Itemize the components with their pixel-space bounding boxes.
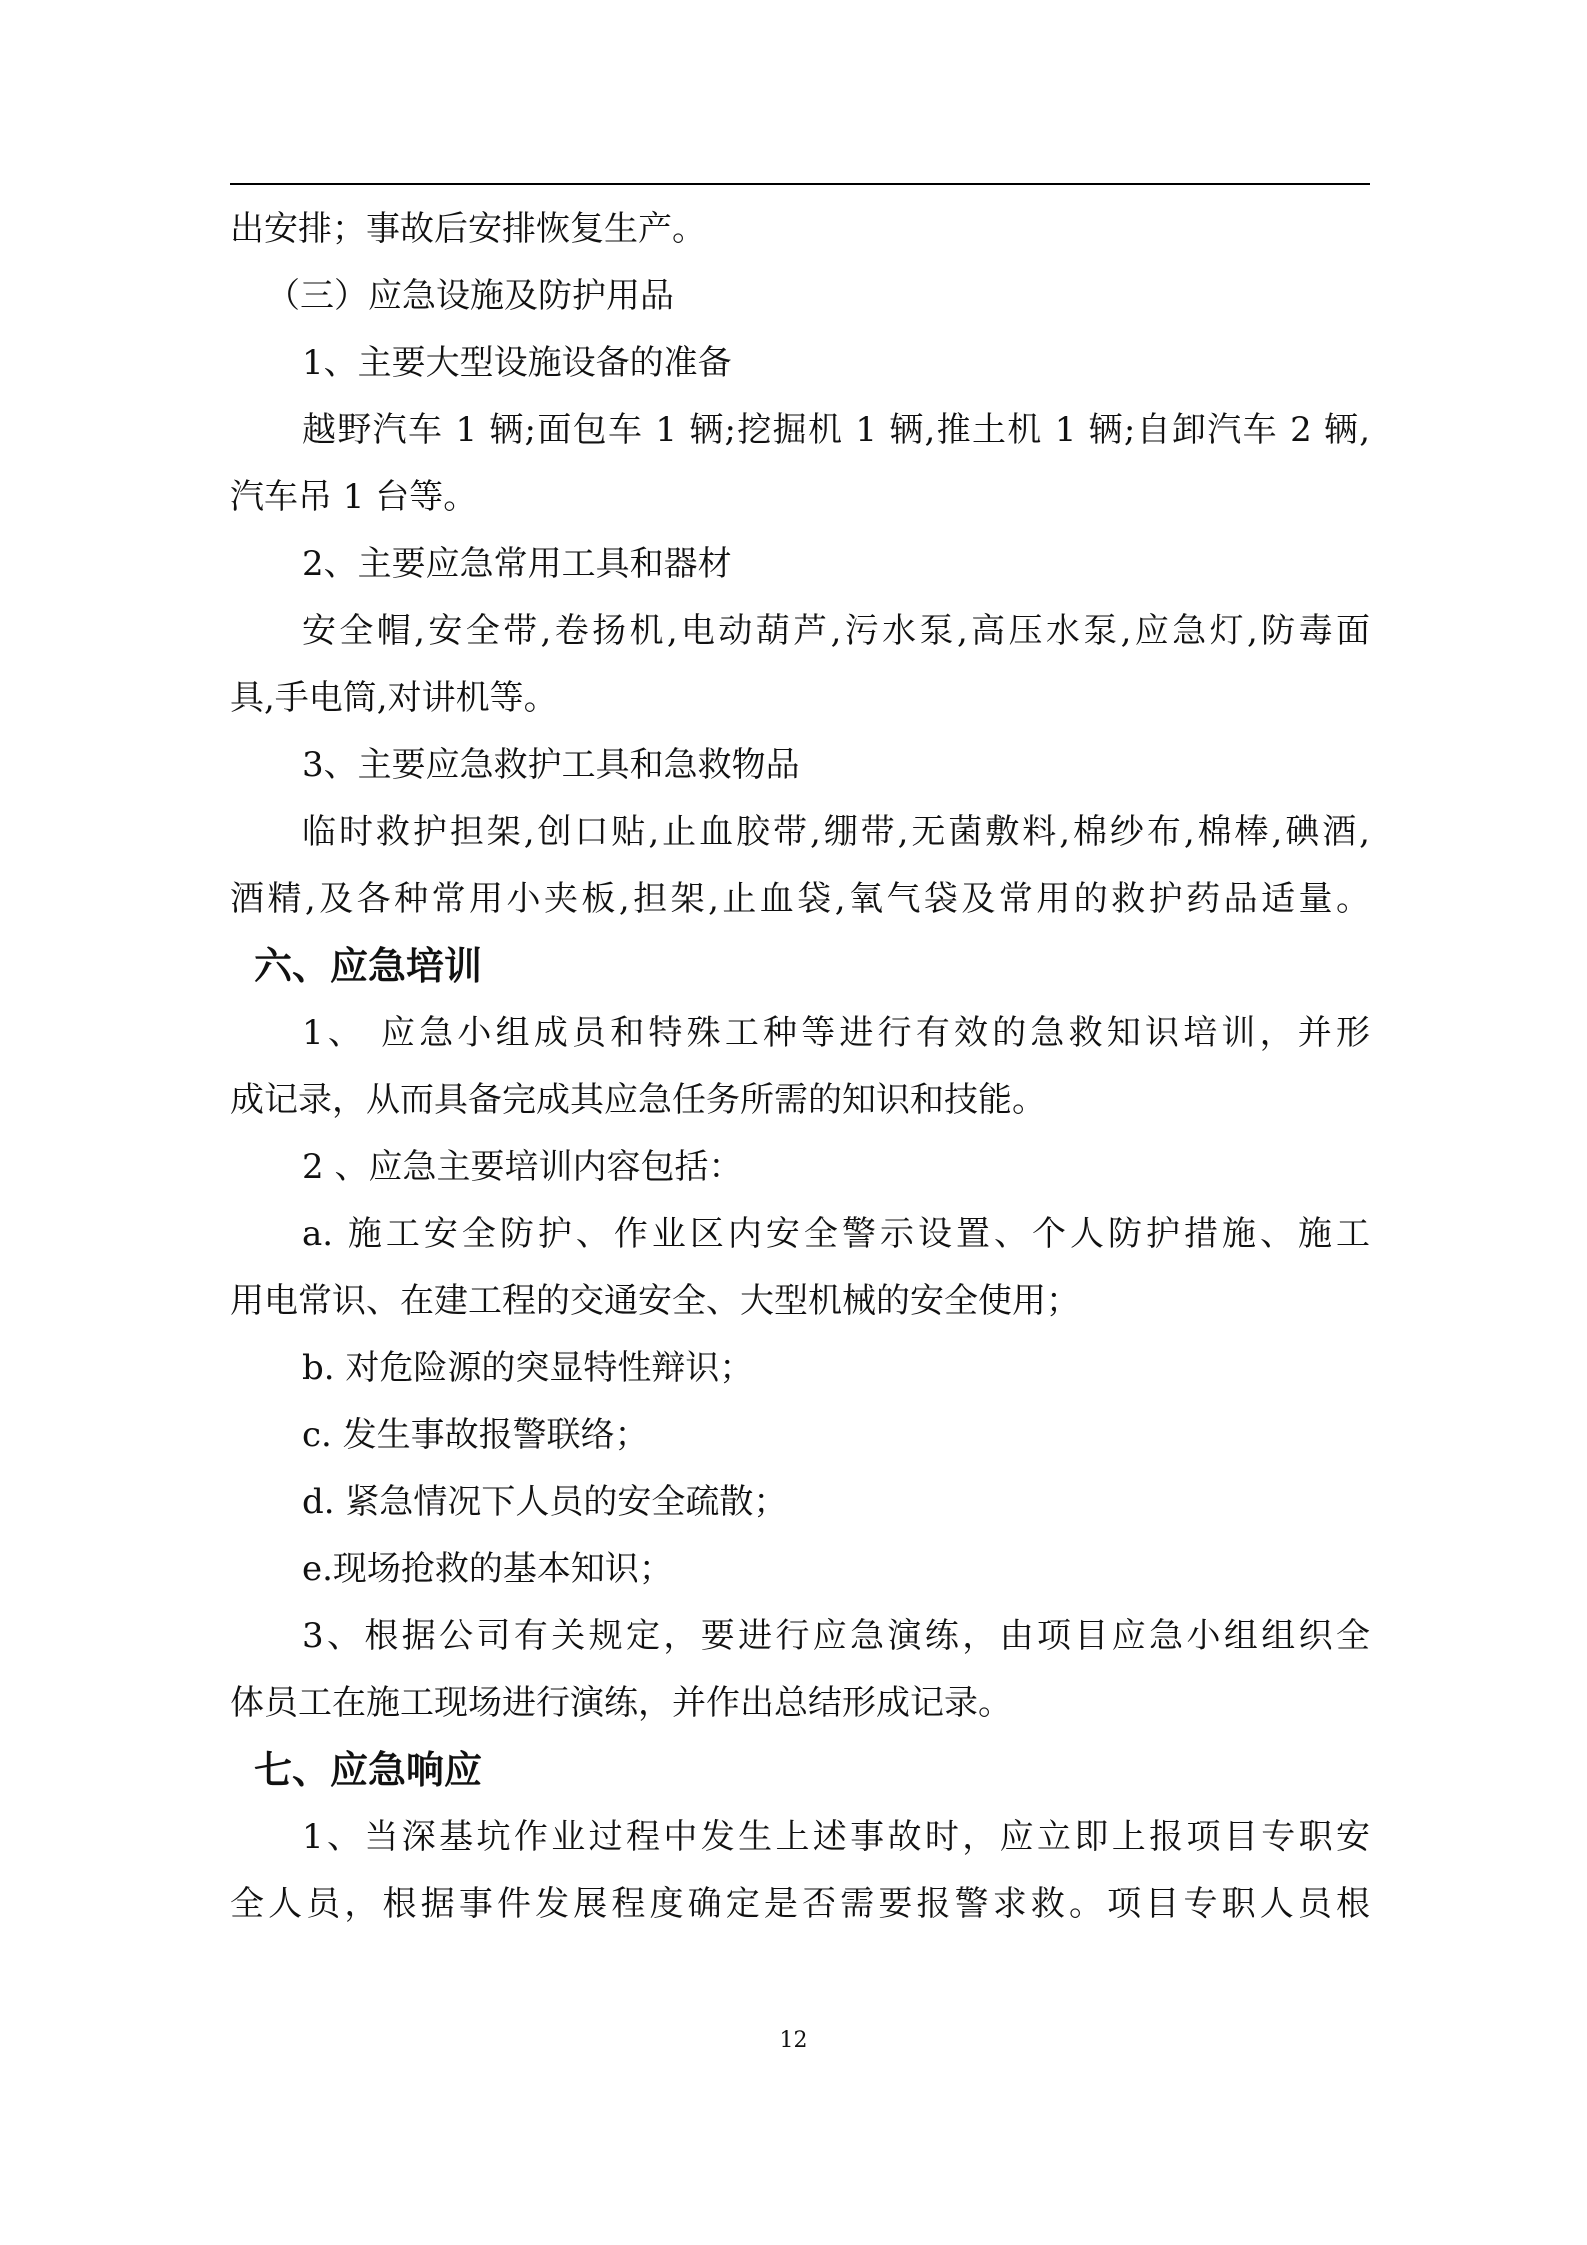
item-title: 3、主要应急救护工具和急救物品 (302, 745, 800, 785)
document-body (230, 196, 1370, 1938)
list-item: b. 对危险源的突显特性辩识； (302, 1348, 754, 1388)
item-title: 2、主要应急常用工具和器材 (302, 544, 732, 584)
paragraph-line: 成记录，从而具备完成其应急任务所需的知识和技能。 (230, 1080, 1046, 1120)
subsection-title: （三）应急设施及防护用品 (266, 276, 674, 316)
paragraph-line: 汽车吊 1 台等。 (230, 477, 478, 517)
paragraph-line: 3、根据公司有关规定，要进行应急演练，由项目应急小组组织全 (302, 1616, 1370, 1656)
paragraph-line: 具,手电筒,对讲机等。 (230, 678, 558, 718)
paragraph-line: 1、 应急小组成员和特殊工种等进行有效的急救知识培训，并形 (302, 1013, 1370, 1053)
paragraph-line: 体员工在施工现场进行演练，并作出总结形成记录。 (230, 1683, 1012, 1723)
header-rule (230, 183, 1370, 185)
item-title: 1、主要大型设施设备的准备 (302, 343, 732, 383)
list-item-continuation: 用电常识、在建工程的交通安全、大型机械的安全使用； (230, 1281, 1080, 1321)
paragraph-line: 出安排；事故后安排恢复生产。 (230, 209, 706, 249)
paragraph-line: 越野汽车 1 辆;面包车 1 辆;挖掘机 1 辆,推土机 1 辆;自卸汽车 2 辆, (302, 410, 1370, 450)
paragraph-line: 安全帽,安全带,卷扬机,电动葫芦,污水泵,高压水泵,应急灯,防毒面 (302, 611, 1370, 651)
list-item: c. 发生事故报警联络； (302, 1415, 649, 1455)
paragraph-line: 2 、应急主要培训内容包括： (302, 1147, 743, 1187)
page-number: 12 (779, 2028, 808, 2053)
paragraph-line: 全人员，根据事件发展程度确定是否需要报警求救。项目专职人员根 (230, 1884, 1370, 1924)
list-item: a. 施工安全防护、作业区内安全警示设置、个人防护措施、施工 (302, 1214, 1370, 1254)
list-item: d. 紧急情况下人员的安全疏散； (302, 1482, 788, 1522)
section-heading: 六、应急培训 (254, 944, 483, 988)
paragraph-line: 酒精,及各种常用小夹板,担架,止血袋,氧气袋及常用的救护药品适量。 (230, 879, 1370, 919)
paragraph-line: 临时救护担架,创口贴,止血胶带,绷带,无菌敷料,棉纱布,棉棒,碘酒, (302, 812, 1370, 852)
section-heading: 七、应急响应 (254, 1748, 483, 1792)
paragraph-line: 1、当深基坑作业过程中发生上述事故时，应立即上报项目专职安 (302, 1817, 1370, 1857)
list-item: e.现场抢救的基本知识； (302, 1549, 673, 1589)
